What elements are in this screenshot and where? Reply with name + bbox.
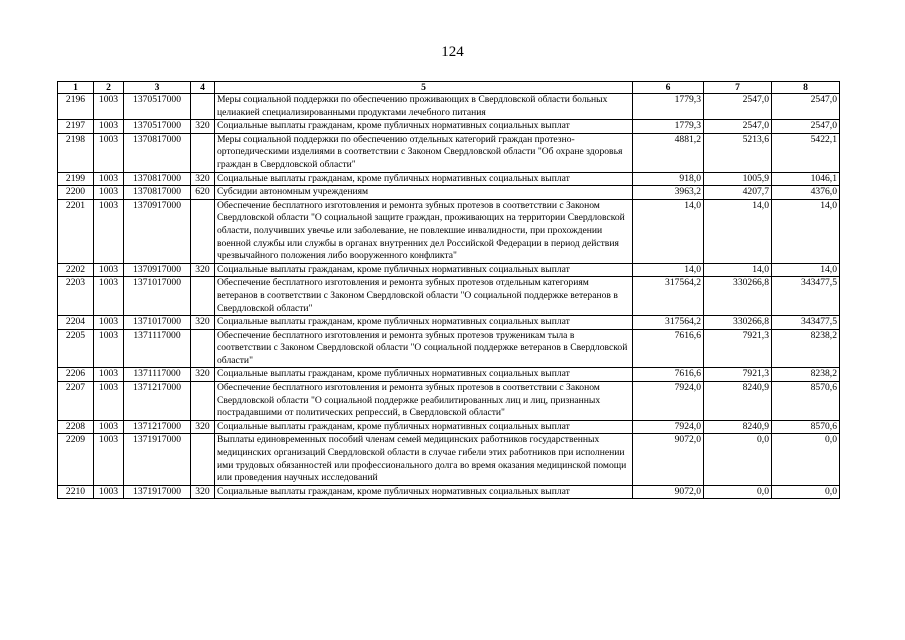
amount-col-6: 7924,0 [633,382,704,421]
row-description: Социальные выплаты гражданам, кроме публичных нормативных социальных выплат [215,316,633,330]
amount-col-6: 3963,2 [633,186,704,200]
section-code: 1003 [94,434,124,485]
amount-col-7: 7921,3 [704,368,772,382]
amount-col-6: 9072,0 [633,434,704,485]
row-description: Меры социальной поддержки по обеспечению отдельных категорий граждан протезно-ортопедическими изделиями в соответствии с Законом Свердловской области "Об охране здоровья граждан в Свердловской области" [215,133,633,172]
section-code: 1003 [94,94,124,120]
section-code: 1003 [94,120,124,134]
article-code: 1370817000 [124,172,191,186]
table-row [58,368,840,382]
header-cell: 7 [704,82,772,94]
article-code: 1371117000 [124,368,191,382]
amount-col-7: 330266,8 [704,277,772,316]
amount-col-8: 14,0 [772,263,840,277]
article-code: 1370817000 [124,186,191,200]
amount-col-7: 0,0 [704,434,772,485]
row-number: 2210 [58,485,94,499]
row-description: Обеспечение бесплатного изготовления и ремонта зубных протезов в соответствии с Законом Свердловской области "О социальной защите граждан, проживающих на территории Свердловской области, получивших увечье или заболевание, не повлекшие инвалидности, при прохождении военной службы или службы в органах внутренних дел Российской Федерации в период действия чрезвычайного положения либо вооруженного конфликта" [215,199,633,263]
row-description: Социальные выплаты гражданам, кроме публичных нормативных социальных выплат [215,420,633,434]
row-number: 2198 [58,133,94,172]
table-row [58,172,840,186]
page-number: 124 [441,44,464,60]
row-description: Социальные выплаты гражданам, кроме публичных нормативных социальных выплат [215,485,633,499]
expense-type-code: 320 [191,316,215,330]
table-row [58,94,840,120]
amount-col-8: 0,0 [772,485,840,499]
amount-col-6: 1779,3 [633,94,704,120]
amount-col-7: 5213,6 [704,133,772,172]
budget-table [57,81,840,499]
row-number: 2209 [58,434,94,485]
amount-col-6: 4881,2 [633,133,704,172]
table-row [58,329,840,368]
table-row [58,263,840,277]
amount-col-8: 14,0 [772,199,840,263]
expense-type-code [191,329,215,368]
amount-col-8: 8238,2 [772,329,840,368]
section-code: 1003 [94,172,124,186]
amount-col-7: 14,0 [704,263,772,277]
article-code: 1371017000 [124,316,191,330]
row-number: 2199 [58,172,94,186]
amount-col-8: 343477,5 [772,277,840,316]
header-cell: 1 [58,82,94,94]
row-description: Выплаты единовременных пособий членам семей медицинских работников государственных медицинских организаций Свердловской области в случае гибели этих работников при исполнении ими трудовых обязанностей или профессионального долга во время оказания медицинской помощи или проведения научных исследований [215,434,633,485]
article-code: 1370917000 [124,199,191,263]
amount-col-7: 7921,3 [704,329,772,368]
row-description: Обеспечение бесплатного изготовления и ремонта зубных протезов труженикам тыла в соответствии с Законом Свердловской области "О социальной поддержке ветеранов в Свердловской области" [215,329,633,368]
section-code: 1003 [94,277,124,316]
row-number: 2200 [58,186,94,200]
article-code: 1370817000 [124,133,191,172]
amount-col-6: 14,0 [633,199,704,263]
section-code: 1003 [94,368,124,382]
article-code: 1371217000 [124,382,191,421]
amount-col-7: 8240,9 [704,382,772,421]
amount-col-7: 330266,8 [704,316,772,330]
row-description: Субсидии автономным учреждениям [215,186,633,200]
header-row [58,82,840,94]
table-row [58,199,840,263]
table-row [58,316,840,330]
expense-type-code: 320 [191,485,215,499]
amount-col-8: 5422,1 [772,133,840,172]
amount-col-8: 1046,1 [772,172,840,186]
section-code: 1003 [94,329,124,368]
section-code: 1003 [94,263,124,277]
amount-col-6: 918,0 [633,172,704,186]
expense-type-code [191,199,215,263]
table-row [58,382,840,421]
expense-type-code: 320 [191,120,215,134]
amount-col-8: 4376,0 [772,186,840,200]
amount-col-7: 4207,7 [704,186,772,200]
expense-type-code: 320 [191,368,215,382]
article-code: 1371217000 [124,420,191,434]
row-number: 2201 [58,199,94,263]
section-code: 1003 [94,420,124,434]
expense-type-code: 320 [191,263,215,277]
article-code: 1371117000 [124,329,191,368]
table-row [58,277,840,316]
table-row [58,186,840,200]
amount-col-8: 8570,6 [772,420,840,434]
amount-col-6: 7616,6 [633,329,704,368]
amount-col-7: 1005,9 [704,172,772,186]
row-number: 2204 [58,316,94,330]
expense-type-code [191,434,215,485]
header-cell: 2 [94,82,124,94]
amount-col-7: 8240,9 [704,420,772,434]
article-code: 1370917000 [124,263,191,277]
header-cell: 8 [772,82,840,94]
table-row [58,485,840,499]
article-code: 1371917000 [124,485,191,499]
article-code: 1370517000 [124,94,191,120]
expense-type-code [191,94,215,120]
row-number: 2203 [58,277,94,316]
expense-type-code [191,382,215,421]
amount-col-6: 7616,6 [633,368,704,382]
row-number: 2197 [58,120,94,134]
section-code: 1003 [94,186,124,200]
section-code: 1003 [94,485,124,499]
expense-type-code [191,133,215,172]
row-description: Социальные выплаты гражданам, кроме публичных нормативных социальных выплат [215,172,633,186]
header-cell: 6 [633,82,704,94]
table-row [58,434,840,485]
section-code: 1003 [94,133,124,172]
expense-type-code: 320 [191,172,215,186]
amount-col-6: 9072,0 [633,485,704,499]
expense-type-code: 620 [191,186,215,200]
table-row [58,133,840,172]
header-cell: 4 [191,82,215,94]
row-description: Меры социальной поддержки по обеспечению проживающих в Свердловской области больных целиакией специализированными продуктами лечебного питания [215,94,633,120]
amount-col-7: 14,0 [704,199,772,263]
article-code: 1370517000 [124,120,191,134]
amount-col-8: 8238,2 [772,368,840,382]
row-number: 2206 [58,368,94,382]
amount-col-6: 317564,2 [633,316,704,330]
row-description: Социальные выплаты гражданам, кроме публичных нормативных социальных выплат [215,368,633,382]
row-description: Обеспечение бесплатного изготовления и ремонта зубных протезов отдельным категориям ветеранов в соответствии с Законом Свердловской области "О социальной поддержке ветеранов в Свердловской области" [215,277,633,316]
row-number: 2205 [58,329,94,368]
amount-col-8: 0,0 [772,434,840,485]
section-code: 1003 [94,316,124,330]
amount-col-8: 343477,5 [772,316,840,330]
amount-col-7: 0,0 [704,485,772,499]
article-code: 1371917000 [124,434,191,485]
row-description: Социальные выплаты гражданам, кроме публичных нормативных социальных выплат [215,263,633,277]
row-description: Социальные выплаты гражданам, кроме публичных нормативных социальных выплат [215,120,633,134]
table-row [58,120,840,134]
amount-col-8: 2547,0 [772,94,840,120]
amount-col-7: 2547,0 [704,94,772,120]
row-number: 2202 [58,263,94,277]
amount-col-6: 1779,3 [633,120,704,134]
section-code: 1003 [94,199,124,263]
amount-col-6: 14,0 [633,263,704,277]
row-number: 2196 [58,94,94,120]
section-code: 1003 [94,382,124,421]
header-cell: 3 [124,82,191,94]
table-row [58,420,840,434]
header-cell: 5 [215,82,633,94]
amount-col-6: 317564,2 [633,277,704,316]
amount-col-8: 2547,0 [772,120,840,134]
expense-type-code: 320 [191,420,215,434]
amount-col-7: 2547,0 [704,120,772,134]
amount-col-6: 7924,0 [633,420,704,434]
row-number: 2208 [58,420,94,434]
article-code: 1371017000 [124,277,191,316]
row-number: 2207 [58,382,94,421]
row-description: Обеспечение бесплатного изготовления и ремонта зубных протезов в соответствии с Законом Свердловской области "О социальной поддержке реабилитированных лиц и лиц, признанных пострадавшими от политических репрессий, в Свердловской области" [215,382,633,421]
expense-type-code [191,277,215,316]
amount-col-8: 8570,6 [772,382,840,421]
